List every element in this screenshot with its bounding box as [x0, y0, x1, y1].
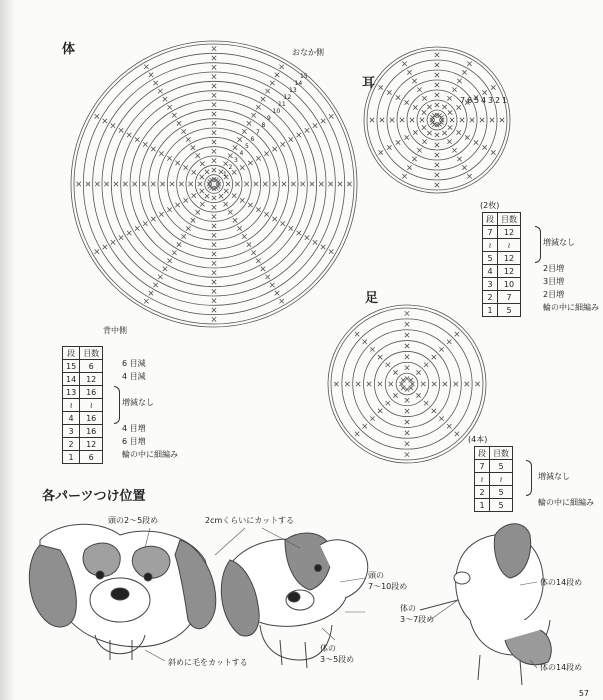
belly-side-label: おなか側 [292, 48, 324, 57]
table-row [483, 304, 521, 317]
table-row [63, 399, 103, 412]
col-header-row: 段 [63, 347, 80, 360]
stitch-count-cell: 7 [498, 291, 521, 304]
row-note: 増減なし [122, 398, 154, 407]
row-number-cell: 2 [475, 486, 490, 499]
body-row-number: 11 [278, 101, 286, 108]
body-section-title: 体 [62, 42, 76, 57]
stitch-count-cell: 10 [498, 278, 521, 291]
stitch-count-cell: 6 [80, 451, 103, 464]
dog-illustration-back [420, 524, 551, 685]
annotation-body-3-5: 体の 3〜5段め [320, 644, 355, 664]
row-number-cell: 1 [63, 451, 80, 464]
stitch-count-cell: 12 [498, 226, 521, 239]
body-row-number: 15 [300, 73, 308, 80]
col-header-count: 目数 [490, 447, 513, 460]
body-row-number: 7 [256, 129, 260, 136]
stitch-count-cell: 5 [490, 486, 513, 499]
ear-row-number: 2 [495, 96, 501, 105]
row-note: 6 目減 [122, 359, 146, 368]
row-note: 3目増 [543, 277, 565, 286]
stitch-count-cell: 12 [80, 438, 103, 451]
row-number-cell: 5 [483, 252, 498, 265]
row-note: 4 目増 [122, 424, 146, 433]
annotation-body-14-b: 体の14段め [540, 663, 583, 672]
annotation-head-rows: 頭の2〜5段め [108, 516, 159, 525]
stitch-count-cell: ≀ [498, 239, 521, 252]
ear-row-table [482, 212, 521, 317]
ear-row-number: 4 [481, 96, 487, 105]
row-number-cell: 1 [475, 499, 490, 512]
stitch-count-cell: ≀ [490, 473, 513, 486]
row-number-cell: ≀ [475, 473, 490, 486]
stitch-count-cell: 12 [80, 373, 103, 386]
dog-illustration-front [29, 524, 215, 660]
ear-crochet-chart [364, 47, 510, 193]
row-note: 6 目増 [122, 437, 146, 446]
ear-table-caption: (2枚) [480, 201, 500, 210]
body-row-number: 13 [289, 87, 297, 94]
annotation-cut-diagonal: 斜めに毛をカットする [168, 658, 248, 667]
table-row [483, 239, 521, 252]
stitch-count-cell: 5 [490, 499, 513, 512]
body-row-table [62, 346, 103, 464]
row-note: 増減なし [538, 472, 570, 481]
ear-section-title: 耳 [362, 76, 376, 91]
table-row [475, 460, 513, 473]
row-note: 2目増 [543, 290, 565, 299]
body-row-number: 5 [245, 143, 249, 150]
table-row [483, 265, 521, 278]
ear-row-number: 5 [474, 96, 480, 105]
row-note: 2目増 [543, 264, 565, 273]
table-row [63, 412, 103, 425]
back-side-label: 背中側 [103, 326, 127, 335]
annotation-cut-2cm: 2cmくらいにカットする [205, 516, 294, 525]
row-number-cell: 4 [63, 412, 80, 425]
table-row [63, 386, 103, 399]
row-number-cell: 3 [63, 425, 80, 438]
row-number-cell: 2 [483, 291, 498, 304]
parts-section-title: 各パーツつけ位置 [42, 489, 146, 504]
body-row-number: 12 [283, 94, 292, 101]
table-row [483, 252, 521, 265]
row-number-cell: 13 [63, 386, 80, 399]
row-note: 輪の中に細編み [122, 450, 178, 459]
row-number-cell: 14 [63, 373, 80, 386]
stitch-count-cell: 5 [498, 304, 521, 317]
body-row-number: 3 [234, 157, 238, 164]
row-number-cell: 4 [483, 265, 498, 278]
stitch-count-cell: ≀ [80, 399, 103, 412]
page-number: 57 [578, 689, 589, 698]
row-note: 増減なし [543, 238, 575, 247]
col-header-row: 段 [483, 213, 498, 226]
table-row [63, 451, 103, 464]
body-row-number: 6 [250, 136, 255, 143]
foot-brace [526, 460, 532, 496]
foot-row-table [474, 446, 513, 512]
table-row [475, 486, 513, 499]
stitch-count-cell: 6 [80, 360, 103, 373]
foot-table-caption: (4本) [468, 435, 488, 444]
row-number-cell: 2 [63, 438, 80, 451]
row-number-cell: ≀ [483, 239, 498, 252]
ear-row-number: 6 [467, 96, 473, 105]
body-row-number: 10 [272, 108, 281, 115]
table-row [483, 278, 521, 291]
stitch-count-cell: 12 [498, 265, 521, 278]
row-note: 輪の中に細編み [538, 498, 594, 507]
table-row [483, 291, 521, 304]
ear-brace [535, 226, 541, 263]
col-header-count: 目数 [80, 347, 103, 360]
body-row-number: 9 [267, 115, 271, 122]
ear-row-number: 1 [502, 96, 508, 105]
table-row [63, 373, 103, 386]
table-row [475, 473, 513, 486]
table-row [475, 499, 513, 512]
body-row-number: 8 [261, 122, 266, 129]
body-crochet-chart [71, 41, 357, 327]
foot-crochet-chart [328, 305, 486, 463]
row-number-cell: 7 [475, 460, 490, 473]
table-row [63, 438, 103, 451]
stitch-count-cell: 16 [80, 412, 103, 425]
row-number-cell: 15 [63, 360, 80, 373]
table-row [63, 360, 103, 373]
row-note: 4 目減 [122, 372, 146, 381]
ear-row-number: 3 [488, 96, 494, 105]
stitch-count-cell: 16 [80, 425, 103, 438]
ear-row-number: 7 [460, 96, 466, 105]
body-row-number: 4 [239, 150, 244, 157]
table-row [63, 425, 103, 438]
body-row-number: 1 [223, 171, 227, 178]
table-row [483, 226, 521, 239]
row-number-cell: ≀ [63, 399, 80, 412]
annotation-body-14-a: 体の14段め [540, 578, 583, 587]
body-row-number: 14 [294, 80, 303, 87]
row-number-cell: 7 [483, 226, 498, 239]
body-row-number: 2 [228, 164, 233, 171]
row-number-cell: 1 [483, 304, 498, 317]
stitch-count-cell: 16 [80, 386, 103, 399]
stitch-count-cell: 5 [490, 460, 513, 473]
row-note: 輪の中に細編み [543, 303, 599, 312]
row-number-cell: 3 [483, 278, 498, 291]
col-header-row: 段 [475, 447, 490, 460]
annotation-body-3-7: 体の 3〜7段め [400, 604, 435, 624]
annotation-head-7-10: 頭の 7〜10段め [368, 571, 408, 591]
body-brace [114, 386, 120, 424]
stitch-count-cell: 12 [498, 252, 521, 265]
foot-section-title: 足 [365, 291, 379, 306]
col-header-count: 目数 [498, 213, 521, 226]
